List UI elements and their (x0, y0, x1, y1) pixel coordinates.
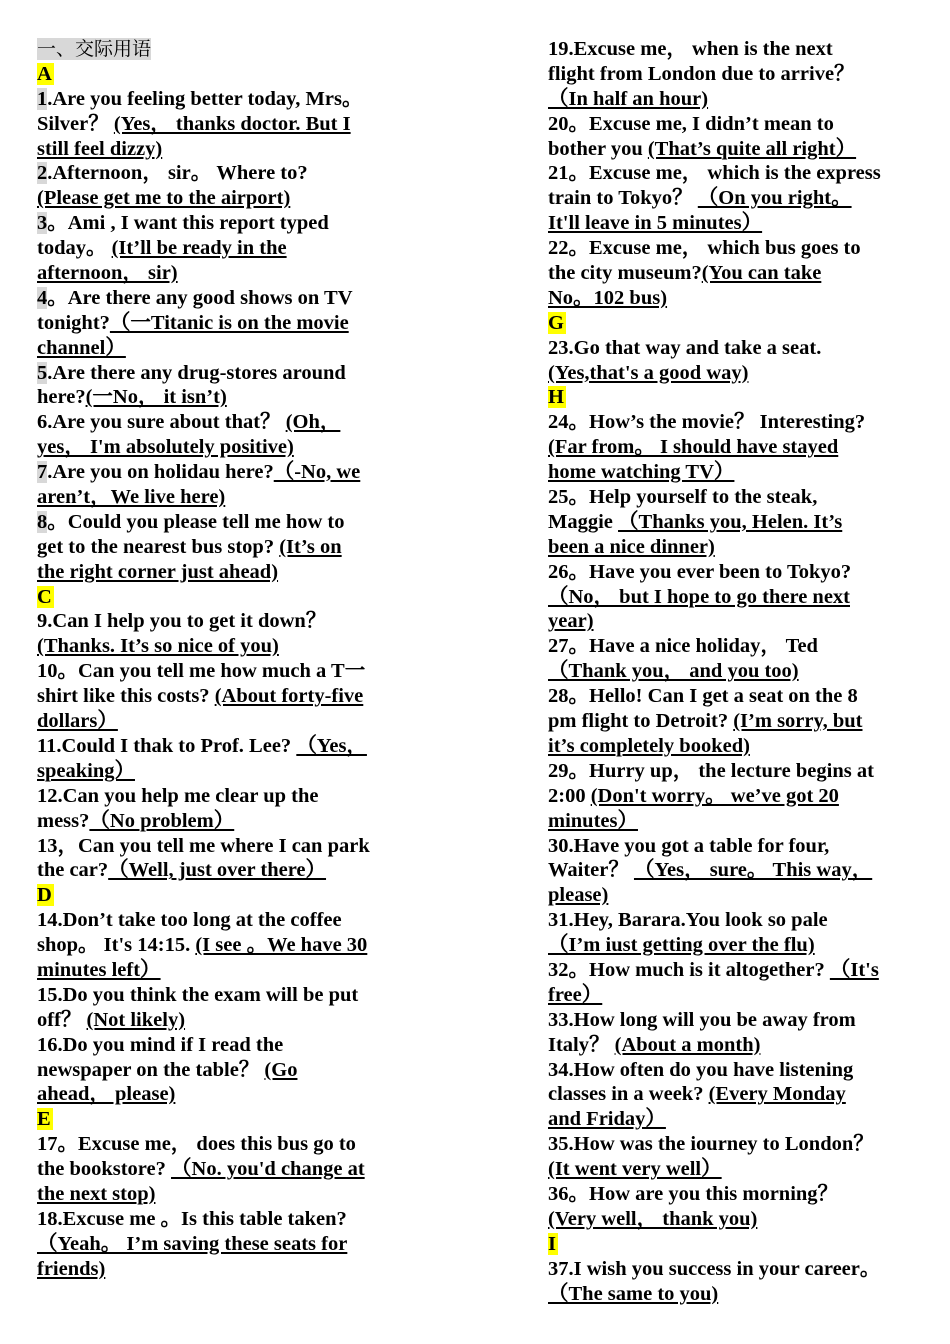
question-text: 30.Have you got a table for four, (548, 834, 830, 857)
dialogue-line (37, 236, 409, 261)
answer-text: （No. you'd change at (171, 1158, 365, 1181)
dialogue-line (548, 709, 916, 734)
dialogue-line (37, 385, 409, 410)
answer-text: （Well, just over there） (108, 859, 327, 882)
dialogue-line (37, 1207, 409, 1232)
answer-text: minutes left） (37, 958, 161, 981)
dialogue-line (548, 336, 916, 361)
section-label-row (37, 585, 409, 610)
answer-text: (Yes， thanks doctor. But I (113, 112, 351, 135)
question-text: the city museum? (548, 262, 702, 285)
section-letter: E (37, 1108, 51, 1131)
question-text: .Afternoon， sir。 Where to? (47, 162, 308, 185)
dialogue-line (548, 37, 916, 62)
question-text: newspaper on the table？ (37, 1058, 265, 1081)
question-text: 27。Have a nice holiday， Ted (548, 635, 818, 658)
question-text: 37.I wish you success in your career。 (548, 1257, 881, 1280)
question-text: flight from London due to arrive？ (548, 62, 855, 85)
question-text: get to the nearest bus stop? (37, 535, 280, 558)
question-text: 25。Help yourself to the steak, (548, 486, 818, 509)
answer-text: home watching TV） (548, 461, 735, 484)
question-text: today。 (37, 237, 112, 260)
answer-text: (Please get me to the airport) (37, 187, 291, 210)
dialogue-line (37, 908, 409, 933)
dialogue-line (548, 734, 916, 759)
answer-text: (Go (264, 1058, 298, 1081)
question-text: .Are you on holidau here? (47, 461, 274, 484)
dialogue-line (37, 560, 409, 585)
dialogue-line (548, 858, 916, 883)
dialogue-line (548, 186, 916, 211)
question-text: 28。Hello! Can I get a seat on the 8 (548, 685, 858, 708)
answer-text: (You can take (701, 262, 822, 285)
dialogue-line (548, 834, 916, 859)
question-text: 26。Have you ever been to Tokyo? (548, 560, 852, 583)
answer-text: the right corner just ahead) (37, 560, 279, 583)
question-text: the bookstore? (37, 1158, 172, 1181)
section-heading (37, 37, 409, 62)
dialogue-line (37, 311, 409, 336)
dialogue-line (37, 1132, 409, 1157)
dialogue-line (37, 1257, 409, 1282)
question-text: 15.Do you think the exam will be put (37, 983, 359, 1006)
question-text: 13，Can you tell me where I can park (37, 834, 370, 857)
answer-text: dollars） (37, 710, 118, 733)
dialogue-line (37, 186, 409, 211)
answer-text: （It's (829, 958, 879, 981)
dialogue-line (548, 883, 916, 908)
dialogue-line (548, 759, 916, 784)
question-text: .Are there any drug-stores around (47, 361, 346, 384)
dialogue-line (548, 684, 916, 709)
dialogue-line (37, 784, 409, 809)
dialogue-line (548, 1058, 916, 1083)
question-text: 23.Go that way and take a seat. (548, 336, 822, 359)
dialogue-line (37, 734, 409, 759)
dialogue-line (37, 858, 409, 883)
question-text: 14.Don’t take too long at the coffee (37, 909, 342, 932)
dialogue-line (548, 161, 916, 186)
answer-text: the next stop) (37, 1182, 156, 1205)
dialogue-line (548, 958, 916, 983)
dialogue-line (37, 634, 409, 659)
dialogue-line (37, 1082, 409, 1107)
dialogue-line (37, 609, 409, 634)
answer-text: it’s completely booked) (548, 734, 750, 757)
question-text: 29。Hurry up， the lecture begins at (548, 759, 874, 782)
answer-text: (Not likely) (86, 1008, 186, 1031)
question-text: 34.How often do you have listening (548, 1058, 854, 1081)
dialogue-line (37, 659, 409, 684)
dialogue-line (37, 510, 409, 535)
answer-text: minutes） (548, 809, 638, 832)
dialogue-line (37, 759, 409, 784)
question-text: the car? (37, 859, 109, 882)
question-text: 9.Can I help you to get it down？ (37, 610, 327, 633)
section-letter: D (37, 884, 52, 907)
question-text: 11.Could I thak to Prof. Lee? (37, 734, 297, 757)
answer-text: (Far from。 I should have stayed (548, 436, 839, 459)
answer-text: (About forty-five (214, 685, 364, 708)
dialogue-line (548, 286, 916, 311)
answer-text: free） (548, 983, 603, 1006)
answer-text: (That’s quite all right） (647, 137, 857, 160)
dialogue-line (548, 1157, 916, 1182)
dialogue-line (548, 784, 916, 809)
dialogue-line (548, 410, 916, 435)
answer-text: (一No， it isn’t) (85, 386, 227, 409)
question-text: 10。Can you tell me how much a T一 (37, 660, 366, 683)
answer-text: (It went very well） (548, 1158, 722, 1181)
answer-text: (It’s on (279, 535, 342, 558)
question-text: off？ (37, 1008, 87, 1031)
question-text: 36。How are you this morning？ (548, 1182, 839, 1205)
answer-text: (I see 。We have 30 (195, 934, 368, 957)
dialogue-line (37, 809, 409, 834)
dialogue-line (37, 1157, 409, 1182)
section-label-row (37, 62, 409, 87)
dialogue-line (37, 1182, 409, 1207)
dialogue-line (37, 87, 409, 112)
dialogue-line (548, 1008, 916, 1033)
question-text: 33.How long will you be away from (548, 1008, 856, 1031)
answer-text: (Every Monday (708, 1083, 846, 1106)
question-text: 16.Do you mind if I read the (37, 1033, 284, 1056)
dialogue-line (548, 809, 916, 834)
dialogue-line (548, 1257, 916, 1282)
dialogue-line (548, 1033, 916, 1058)
dialogue-line (548, 1207, 916, 1232)
dialogue-line (37, 1008, 409, 1033)
dialogue-line (548, 560, 916, 585)
dialogue-line (37, 933, 409, 958)
question-text: Italy？ (548, 1033, 615, 1056)
answer-text: （一Titanic is on the movie (109, 311, 349, 334)
answer-text: （In half an hour) (548, 87, 709, 110)
question-text: .Are you feeling better today, Mrs。 (47, 87, 363, 110)
item-number: 7 (37, 461, 48, 484)
question-text: Silver？ (37, 112, 114, 135)
dialogue-line (548, 261, 916, 286)
dialogue-line (548, 585, 916, 610)
dialogue-line (37, 460, 409, 485)
answer-text: （Yes， sure。 This way， (633, 859, 873, 882)
dialogue-line (548, 535, 916, 560)
answer-text: （No problem） (89, 809, 235, 832)
answer-text: yes， I'm absolutely positive) (37, 436, 294, 459)
answer-text: （The same to you) (548, 1282, 719, 1305)
section-letter: I (548, 1232, 556, 1255)
question-text: 。Are there any good shows on TV (47, 286, 353, 309)
dialogue-line (548, 983, 916, 1008)
question-text: train to Tokyo？ (548, 187, 698, 210)
answer-text: （Thanks you, Helen. It’s (618, 510, 843, 533)
left-column (37, 37, 409, 1282)
question-text: shop。 It's 14:15. (37, 934, 196, 957)
answer-text: （On you right。 (697, 187, 852, 210)
section-label-row (37, 1107, 409, 1132)
answer-text: (It’ll be ready in the (111, 237, 287, 260)
question-text: 。Ami , I want this report typed (47, 212, 329, 235)
section-letter: G (548, 311, 564, 334)
section-letter: C (37, 585, 52, 608)
dialogue-line (548, 361, 916, 386)
answer-text: (Oh， (285, 411, 341, 434)
question-text: bother you (548, 137, 648, 160)
question-text: here? (37, 386, 86, 409)
dialogue-line (548, 435, 916, 460)
dialogue-line (548, 1282, 916, 1307)
dialogue-line (37, 485, 409, 510)
section-letter: A (37, 62, 52, 85)
question-text: shirt like this costs? (37, 685, 215, 708)
item-number: 1 (37, 87, 48, 110)
answer-text: （-No, we (273, 461, 361, 484)
dialogue-line (548, 634, 916, 659)
section-label-row (37, 883, 409, 908)
answer-text: No。102 bus) (548, 286, 668, 309)
dialogue-line (548, 62, 916, 87)
section-label-row (548, 311, 916, 336)
question-text: 2:00 (548, 784, 591, 807)
item-number: 5 (37, 361, 48, 384)
dialogue-line (548, 933, 916, 958)
dialogue-line (548, 1132, 916, 1157)
dialogue-line (37, 161, 409, 186)
question-text: Maggie (548, 510, 619, 533)
dialogue-line (37, 137, 409, 162)
answer-text: It'll leave in 5 minutes） (548, 212, 763, 235)
answer-text: （I’m iust getting over the flu) (548, 934, 815, 957)
dialogue-line (548, 609, 916, 634)
dialogue-line (548, 1107, 916, 1132)
dialogue-line (37, 983, 409, 1008)
question-text: 17。Excuse me， does this bus go to (37, 1133, 356, 1156)
question-text: Waiter？ (548, 859, 634, 882)
dialogue-line (37, 112, 409, 137)
answer-text: please) (548, 884, 609, 907)
section-label-row (548, 385, 916, 410)
dialogue-line (37, 1033, 409, 1058)
dialogue-line (37, 261, 409, 286)
answer-text: friends) (37, 1257, 106, 1280)
dialogue-line (37, 1232, 409, 1257)
answer-text: （Thank you， and you too) (548, 660, 799, 683)
answer-text: (Thanks. It’s so nice of you) (37, 635, 279, 658)
dialogue-line (548, 87, 916, 112)
section-letter: H (548, 386, 564, 409)
answer-text: been a nice dinner) (548, 535, 715, 558)
answer-text: (About a month) (614, 1033, 761, 1056)
dialogue-line (37, 535, 409, 560)
dialogue-line (548, 485, 916, 510)
dialogue-line (37, 336, 409, 361)
item-number: 8 (37, 510, 48, 533)
answer-text: (Yes,that's a good way) (548, 361, 749, 384)
question-text: 35.How was the iourney to London？ (548, 1133, 874, 1156)
dialogue-line (37, 286, 409, 311)
dialogue-line (548, 1082, 916, 1107)
dialogue-line (548, 112, 916, 137)
dialogue-line (548, 236, 916, 261)
dialogue-line (548, 908, 916, 933)
dialogue-line (37, 1058, 409, 1083)
dialogue-line (548, 659, 916, 684)
answer-text: afternoon， sir) (37, 262, 178, 285)
question-text: 31.Hey, Barara.You look so pale (548, 909, 828, 932)
question-text: 20。Excuse me, I didn’t mean to (548, 112, 834, 135)
answer-text: (Don't worry。 we’ve got 20 (590, 784, 839, 807)
answer-text: （Yes， (296, 734, 367, 757)
question-text: pm flight to Detroit? (548, 710, 734, 733)
answer-text: and Friday） (548, 1108, 666, 1131)
dialogue-line (37, 834, 409, 859)
question-text: 6.Are you sure about that？ (37, 411, 286, 434)
answer-text: (I’m sorry, but (733, 710, 863, 733)
answer-text: aren’t，We live here) (37, 486, 226, 509)
question-text: tonight? (37, 311, 110, 334)
dialogue-line (37, 958, 409, 983)
right-column (548, 37, 916, 1306)
question-text: 22。Excuse me， which bus goes to (548, 237, 861, 260)
answer-text: （Yeah。 I’m saving these seats for (37, 1232, 348, 1255)
dialogue-line (548, 1182, 916, 1207)
answer-text: still feel dizzy) (37, 137, 163, 160)
question-text: classes in a week? (548, 1083, 709, 1106)
answer-text: （No， but I hope to go there next (548, 585, 850, 608)
dialogue-line (548, 460, 916, 485)
question-text: 18.Excuse me 。Is this table taken? (37, 1207, 347, 1230)
dialogue-line (37, 684, 409, 709)
dialogue-line (37, 410, 409, 435)
section-title: 一、交际用语 (37, 38, 152, 60)
dialogue-line (37, 211, 409, 236)
question-text: 19.Excuse me， when is the next (548, 38, 833, 60)
dialogue-line (548, 211, 916, 236)
answer-text: ahead， please) (37, 1083, 176, 1106)
question-text: 32。How much is it altogether? (548, 958, 830, 981)
answer-text: speaking） (37, 759, 135, 782)
dialogue-line (548, 510, 916, 535)
dialogue-line (548, 137, 916, 162)
dialogue-line (37, 361, 409, 386)
item-number: 4 (37, 286, 48, 309)
answer-text: (Very well， thank you) (548, 1207, 758, 1230)
section-label-row (548, 1232, 916, 1257)
item-number: 3 (37, 212, 48, 235)
answer-text: year) (548, 610, 594, 633)
dialogue-line (37, 435, 409, 460)
question-text: 。Could you please tell me how to (47, 510, 345, 533)
question-text: 21。Excuse me， which is the express (548, 162, 881, 185)
question-text: 12.Can you help me clear up the (37, 784, 319, 807)
item-number: 2 (37, 162, 48, 185)
answer-text: channel） (37, 336, 126, 359)
dialogue-line (37, 709, 409, 734)
question-text: mess? (37, 809, 90, 832)
question-text: 24。How’s the movie？ Interesting? (548, 411, 866, 434)
